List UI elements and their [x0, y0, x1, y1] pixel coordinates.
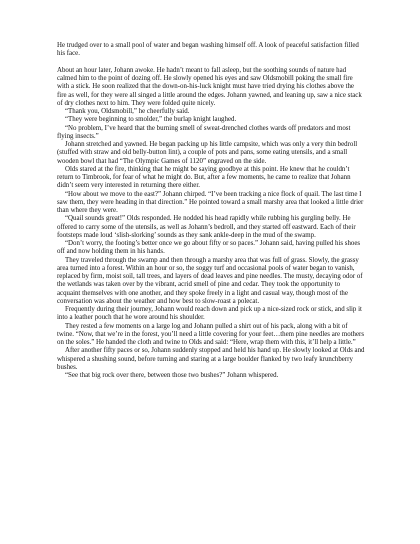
- body-text: [57, 42, 365, 380]
- paragraph: “How about we move to the east?” Johann chirped. “I’ve been tracking a nice flock of quail. The last time I saw them, they were heading in that direction.” He pointed toward a small marshy area that looked a little drier than where they were.: [57, 190, 364, 214]
- paragraph: He trudged over to a small pool of water and began washing himself off. A look of peaceful satisfaction filled his face.: [57, 42, 359, 58]
- paragraph: “No problem, I’ve heard that the burning smell of sweat-drenched clothes wards off predators and most flying insects.”: [57, 124, 351, 140]
- paragraph: “Don’t worry, the footing’s better once we go about fifty or so paces.” Johann said, having pulled his shoes off and now holding them in his hands.: [57, 240, 361, 256]
- paragraph: Frequently during their journey, Johann would reach down and pick up a nice-sized rock or stick, and slip it into a leather pouch that he wore around his shoulder.: [57, 306, 362, 322]
- paragraph: About an hour later, Johann awoke. He hadn’t meant to fall asleep, but the soothing sounds of nature had calmed him to the point of dozing off. He slowly opened his eyes and saw Oldsmobill poking the small fire with a stick. He soon realized that the down-on-his-luck knight must have tried drying his clothes above the fire as well, for they were all singed a little around the edges. Johann yawned, and leaning up, saw a nice stack of dry clothes next to him. They were folded quite nicely.: [57, 66, 362, 107]
- paragraph: Johann stretched and yawned. He began packing up his little campsite, which was only a very thin bedroll (stuffed with straw and old belly-button lint), a couple of pots and pans, some eating utensils, and a small wooden bowl that had “The Olympic Games of 1120” engraved on the side.: [57, 141, 358, 165]
- paragraph: They rested a few moments on a large log and Johann pulled a shirt out of his pack, along with a bit of twine. “Now, that we’re in the forest, you’ll need a little covering for your feet…them pine needles are mothers on the soles.” He handed the cloth and twine to Olds and said: “Here, wrap them with this, it’ll help a little.”: [57, 322, 365, 346]
- paragraph: “Quail sounds great!” Olds responded. He nodded his head rapidly while rubbing his gurgling belly. He offered to carry some of the utensils, as well as Johann’s bedroll, and they started off eastward. Each of their footsteps made loud ‘slish-slorking’ sounds as they sank ankle-deep in the mud of the swamp.: [57, 215, 356, 239]
- paragraph: They traveled through the swamp and then through a marshy area that was full of grass. Slowly, the grassy area turned into a forest. Within an hour or so, the soggy turf and occasional pools of water began to vanish, replaced by firm, moist soil, tall trees, and layers of dead leaves and pine needles. The musty, decaying odor of the wetlands was taken over by the vibrant, acrid smell of pine and cedar. They took the opportunity to acquaint themselves with one another, and they spoke freely in a light and casual way, though most of the conversation was about the weather and how best to slow-roast a polecat.: [57, 256, 363, 305]
- paragraph: “Thank you, Oldsmobill,” he cheerfully said.: [65, 108, 190, 115]
- paragraph: Olds stared at the fire, thinking that he might be saying goodbye at this point. He knew that he couldn’t return to Timbrook, for fear of what he might do. But, after a few moments, he came to realize that Johann didn’t seem very interested in returning there either.: [57, 165, 351, 190]
- paragraph: “They were beginning to smolder,” the burlap knight laughed.: [65, 116, 237, 124]
- paragraph: After another fifty paces or so, Johann suddenly stopped and held his hand up. He slowly looked at Olds and whispered a shushing sound, before turning and staring at a large boulder flanked by two leafy krunchberry bushes.: [57, 347, 365, 371]
- paragraph: “See that big rock over there, between those two bushes?” Johann whispered.: [65, 372, 279, 379]
